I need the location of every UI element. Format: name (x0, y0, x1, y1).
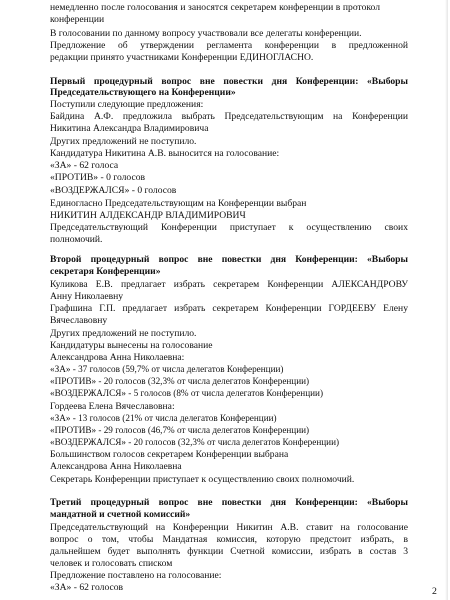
body-text-line: Других предложений не поступило. (50, 136, 197, 148)
vote-result: «ЗА» - 37 голосов (59,7% от числа делегатов Конференции) (50, 364, 284, 375)
body-text-line: Единогласно Председательствующим на Конференции выбран (50, 197, 307, 209)
vote-result: «ВОЗДЕРЖАЛСЯ» - 20 голосов (32,3% от числа делегатов Конференции) (50, 436, 340, 447)
intro-text-line: В голосовании по данному вопросу участвовали все делегаты конференции. (50, 28, 362, 40)
body-text-line: Никитина Александра Владимировича (50, 123, 209, 134)
body-text-line: Большинством голосов секретарем Конференции выбрана (50, 448, 289, 460)
body-text-line: Других предложений не поступило. (50, 327, 197, 339)
section-heading: секретаря Конференции» (50, 266, 161, 278)
section-heading: Первый процедурный вопрос вне повестки дня Конференции: «Выборы (50, 75, 408, 87)
intro-text-line: Предложение об утверждении регламента конференции в предложенной (50, 40, 408, 52)
body-text-line: Анну Николаевну (50, 290, 124, 302)
page-number: 2 (432, 586, 437, 597)
body-text-line: человек и голосовать списком (50, 557, 173, 569)
body-text-line: полномочий. (50, 233, 103, 245)
vote-result: «ЗА» - 62 голоса (50, 160, 119, 172)
vote-result: «ЗА» - 13 голосов (21% от числа делегатов Конференции) (50, 412, 277, 423)
body-text-line: Кандидатуры вынесены на голосование (50, 339, 213, 351)
intro-text-line: редакции принято участниками Конференции ЕДИНОГЛАСНО. (50, 52, 314, 64)
body-text-line: Графшина Г.П. предлагает избрать секретарем Конференции ГОРДЕЕВУ Елену (50, 302, 408, 314)
section-heading: мандатной и счетной комиссий» (50, 509, 191, 521)
section-heading: Председательствующего на Конференции» (50, 86, 236, 98)
body-text-line: дальнейшем будет выполнять функции Счетной комиссии, избрать в состав 3 (50, 545, 408, 557)
vote-result: «ВОЗДЕРЖАЛСЯ» - 5 голосов (8% от числа делегатов Конференции) (50, 388, 323, 399)
body-text-line: Председательствующий Конференции приступает к осуществлению своих (50, 221, 408, 233)
page-edge-shadow (445, 0, 448, 600)
body-text-line: Александрова Анна Николаевна (50, 461, 182, 472)
vote-result: «ПРОТИВ» - 29 голосов (46,7% от числа делегатов Конференции) (50, 424, 310, 435)
intro-text-line: конференции (50, 14, 105, 26)
candidate-name: Гордеева Елена Вячеславовна: (50, 400, 175, 412)
body-text-line: Байдина А.Ф. предложила выбрать Председательствующим на Конференции (50, 110, 408, 122)
section-heading: Третий процедурный вопрос вне повестки дня Конференции: «Выборы (50, 497, 408, 509)
body-text-line: Предложение поставлено на голосование: (50, 569, 222, 581)
body-text-line: Кандидатура Никитина А.В. выносится на голосование: (50, 148, 280, 160)
candidate-name: Александрова Анна Николаевна: (50, 352, 185, 363)
body-text-line: Вячеславовну (50, 314, 108, 326)
body-text-line: НИКИТИН АЛДЕКСАНДР ВЛАДИМИРОВИЧ (50, 209, 246, 221)
section-heading: Второй процедурный вопрос вне повестки дня Конференции: «Выборы (50, 254, 408, 266)
vote-result: «ПРОТИВ» - 20 голосов (32,3% от числа делегатов Конференции) (50, 376, 310, 387)
vote-result: «ВОЗДЕРЖАЛСЯ» - 0 голосов (50, 184, 177, 196)
intro-text-line: немедленно после голосования и заносятся секретарем конференции в протокол (50, 2, 380, 13)
body-text-line: Поступили следующие предложения: (50, 98, 204, 110)
vote-result: «ПРОТИВ» - 0 голосов (50, 172, 146, 184)
vote-result: «ЗА» - 62 голосов (50, 582, 124, 593)
body-text-line: Куликова Е.В. предлагает избрать секретарем Конференции АЛЕКСАНДРОВУ (50, 278, 408, 290)
body-text-line: Председательствующий на Конференции Никитин А.В. ставит на голосование (50, 521, 408, 533)
body-text-line: вопрос о том, чтобы Мандатная комиссия, которую предстоит избрать, в (50, 533, 408, 545)
body-text-line: Секретарь Конференции приступает к осуществлению своих полномочий. (50, 474, 355, 485)
